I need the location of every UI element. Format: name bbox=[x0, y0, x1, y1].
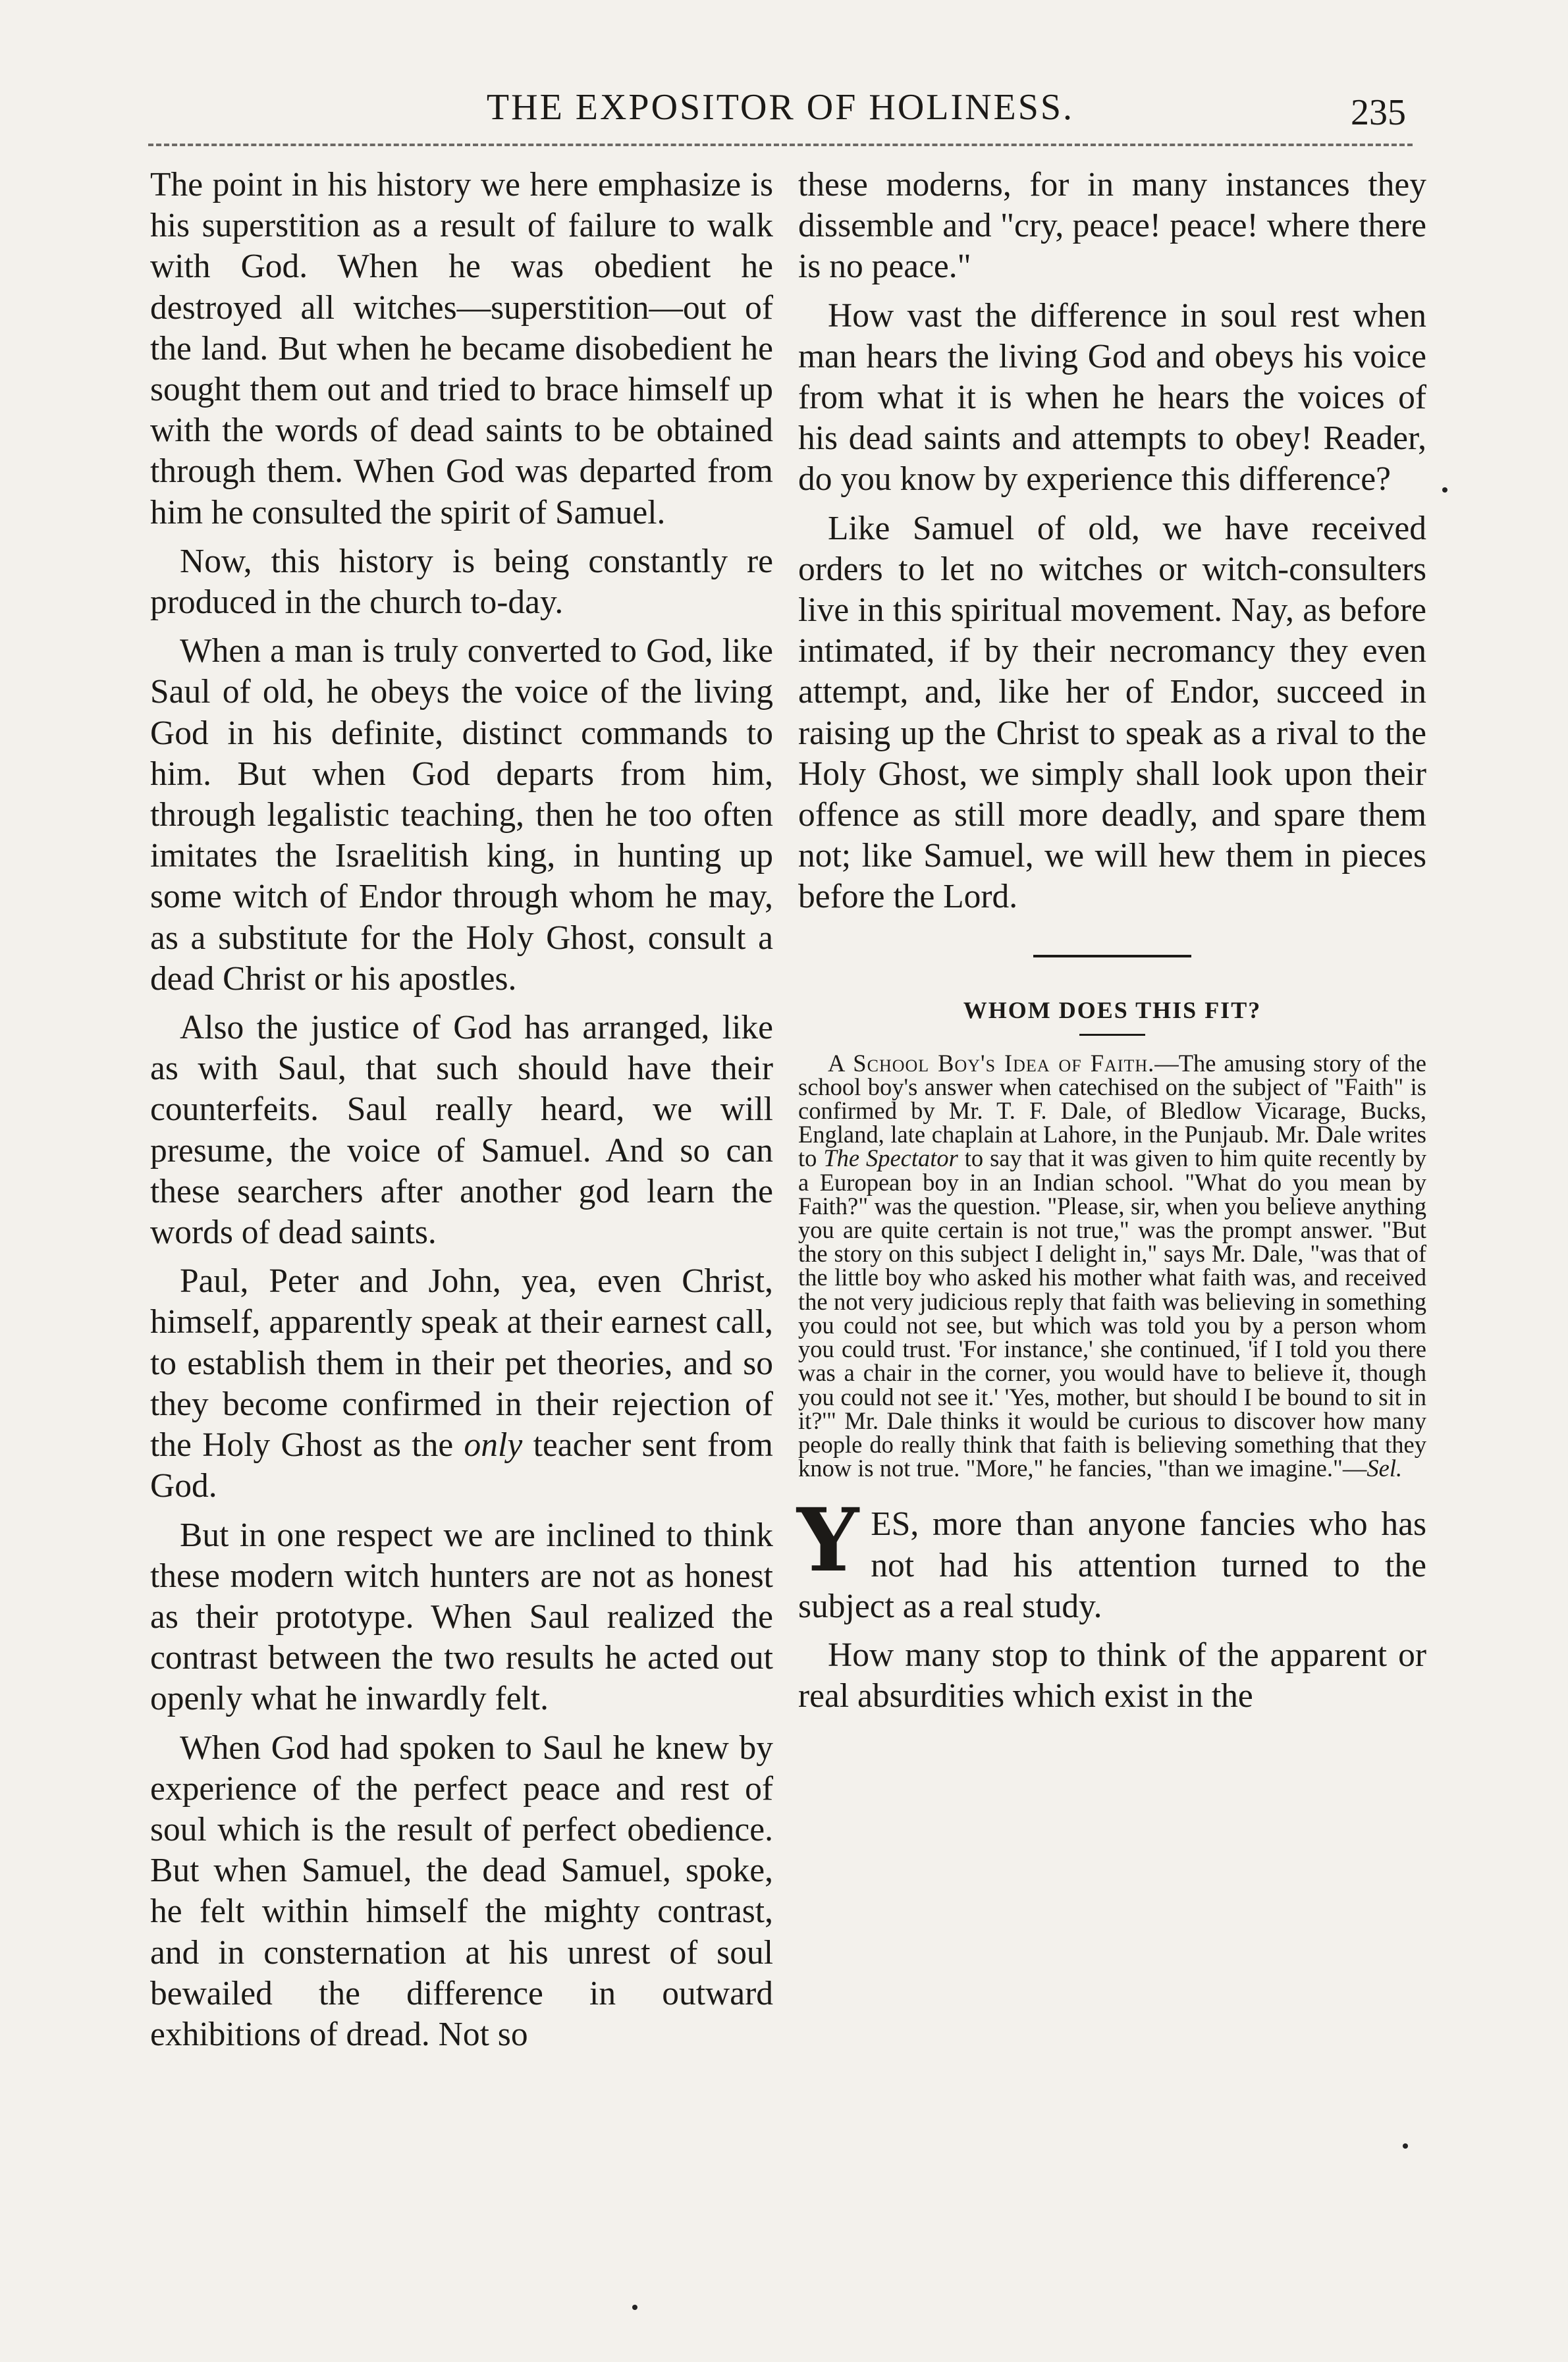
paragraph: these moderns, for in many instances they dissemble and "cry, peace! peace! where there is no peace." bbox=[798, 166, 1426, 286]
running-title: THE EXPOSITOR OF HOLINESS. bbox=[486, 87, 1075, 128]
print-speck bbox=[1442, 487, 1447, 493]
closing-text: ES, more than anyone fancies who has not had his attention turned to the subject as a real study. bbox=[798, 1505, 1426, 1625]
paragraph: Now, this history is being constantly re produced in the church to-day. bbox=[150, 542, 773, 622]
paragraph: Like Samuel of old, we have received orders to let no witches or witch-consulters live in this spiritual movement. Nay, as before intimated, if by their necromancy they even attempt, and, like her of Endor, succeed in raising up the Christ to speak as a rival to the Holy Ghost, we simply shall look upon their offence as still more deadly, and spare them not; like Samuel, we will hew them in pieces before the Lord. bbox=[798, 509, 1426, 916]
page-number: 235 bbox=[1351, 92, 1406, 133]
section-divider bbox=[1033, 955, 1191, 957]
left-column bbox=[150, 165, 773, 2055]
print-speck bbox=[632, 2305, 637, 2310]
page-header bbox=[155, 84, 1406, 133]
paragraph: The point in his history we here emphasize is his superstition as a result of failure to walk with God. When he was obedient he destroyed all witches—superstition—out of the land. But when he became disobedient he sought them out and tried to brace himself up with the words of dead saints to be obtained through them. When God was departed from him he consulted the spirit of Samuel. bbox=[150, 166, 773, 531]
drop-cap: Y bbox=[797, 1490, 859, 1592]
paul-text-after: teacher sent from God. bbox=[150, 1426, 773, 1505]
anecdote-paragraph bbox=[798, 1049, 1427, 1482]
paragraph: But in one respect we are inclined to think these modern witch hunters are not as honest as their prototype. When Saul realized the contrast between the two results he acted out openly what he inwardly felt. bbox=[150, 1516, 773, 1718]
right-column bbox=[798, 165, 1426, 1717]
paragraph-paul bbox=[150, 1261, 773, 1507]
paragraph: When God had spoken to Saul he knew by experience of the perfect peace and rest of soul which is the result of perfect obedience. But when Samuel, the dead Samuel, spoke, he felt within himself the mighty contrast, and in consternation at his unrest of soul bewailed the difference in outward exhibitions of dread. Not so bbox=[150, 1729, 773, 2053]
paragraph: When a man is truly converted to God, like Saul of old, he obeys the voice of the living God in his definite, distinct commands to him. But when God departs from him, through legalistic teaching, then he too often imitates the Israelitish king, in hunting up some witch of Endor through whom he may, as a substitute for the Holy Ghost, consult a dead Christ or his apostles. bbox=[150, 632, 773, 998]
anecdote-text-2: to say that it was given to him quite recently by a European boy in an Indian school. "What do you mean by Faith?" was the question. "Please, sir, when you believe anything you are quite certain is not true," was the prompt answer. "But the story on this subject I delight in," says Mr. Dale, "was that of the little boy who asked his mother what faith was, and received the not very judicious reply that faith was believing in something you could not see, but which was told you by a person whom you could trust. 'For instance,' she continued, 'if I told you there was a chair in the corner, you would have to believe it, though you could not see it.' 'Yes, mother, but should I be bound to sit in it?'" Mr. Dale thinks it would be curious to discover how many people do really think that faith is believing something that they know is not true. "More," he fancies, "than we imagine."— bbox=[798, 1144, 1427, 1482]
publication-name: The Spectator bbox=[823, 1144, 958, 1172]
emphasis-only: only bbox=[464, 1426, 523, 1464]
print-speck bbox=[1403, 2143, 1408, 2149]
paul-text-before: Paul, Peter and John, yea, even Christ, himself, apparently speak at their earnest call, to establish them in their pet theories, and so they become confirmed in their rejection of the Holy Ghost as the bbox=[150, 1262, 773, 1464]
heading-underline bbox=[1079, 1034, 1145, 1036]
anecdote-lead: A School Boy's Idea of Faith. bbox=[828, 1049, 1155, 1077]
header-rule bbox=[148, 144, 1413, 146]
paragraph: Also the justice of God has arranged, like as with Saul, that such should have their counterfeits. Saul really heard, we will presume, the voice of Samuel. And so can these searchers after another god learn the words of dead saints. bbox=[150, 1009, 773, 1252]
anecdote-text-1: —The amusing story of the school boy's answer when catechised on the subject of "Faith" is confirmed by Mr. T. F. Dale, of Bledlow Vicarage, Bucks, England, late chaplain at Lahore, in the Punjaub. Mr. Dale writes to bbox=[798, 1049, 1426, 1172]
closing-paragraph bbox=[797, 1490, 1426, 1627]
source-credit: Sel. bbox=[1366, 1455, 1403, 1482]
section-heading: WHOM DOES THIS FIT? bbox=[963, 996, 1262, 1023]
paragraph: How vast the difference in soul rest when man hears the living God and obeys his voice from what it is when he hears the voices of his dead saints and attempts to obey! Reader, do you know by experience this difference? bbox=[798, 296, 1426, 498]
paragraph: How many stop to think of the apparent or real absurdities which exist in the bbox=[798, 1636, 1426, 1715]
